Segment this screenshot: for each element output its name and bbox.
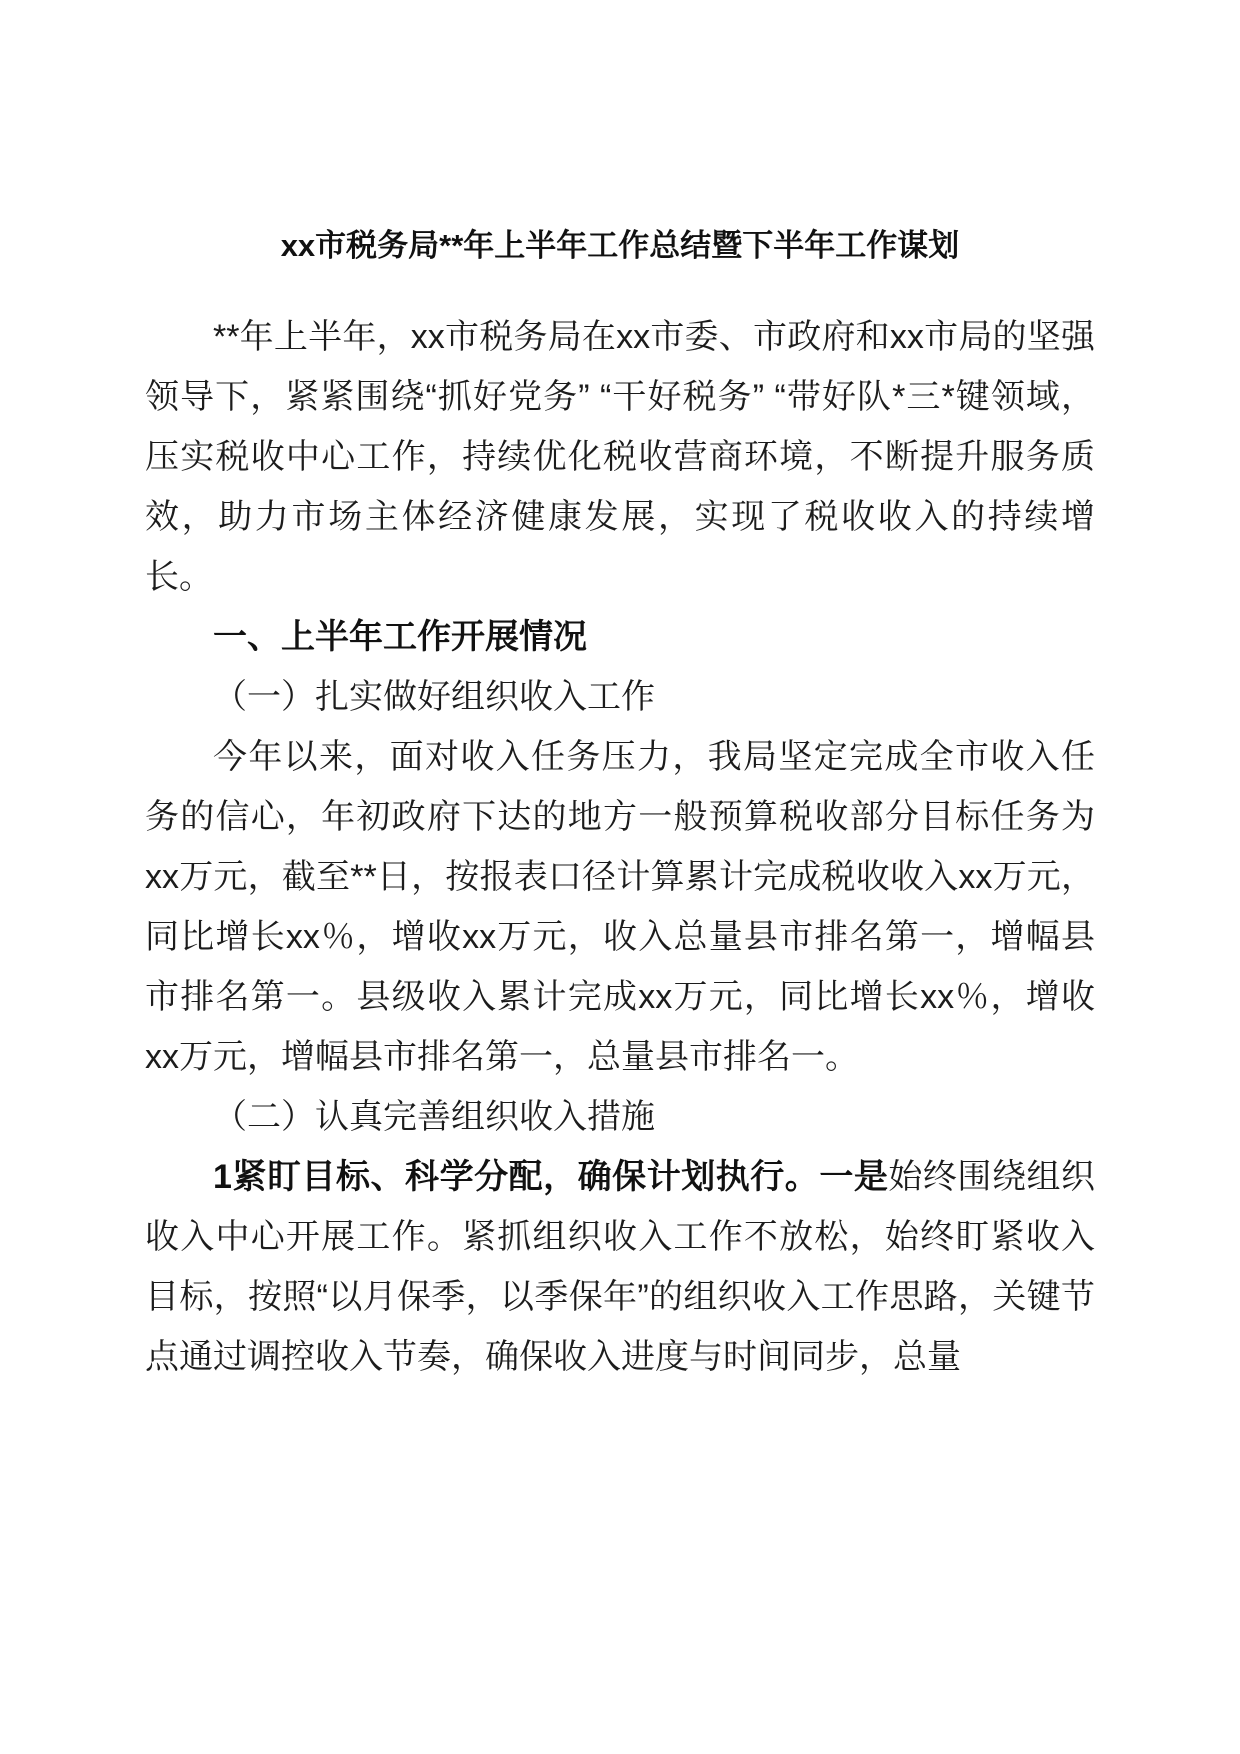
section-1-sub-2-heading: （二）认真完善组织收入措施	[213, 1098, 655, 1136]
section-1-sub-1-heading: （一）扎实做好组织收入工作	[213, 678, 655, 716]
section-1-sub-2-body: 始终围绕组织收入中心开展工作。紧抓组织收入工作不放松，始终盯紧收入目标，按照“以月保季，以季保年”的组织收入工作思路，关键节点通过调控收入节奏，确保收入进度与时间同步，总量	[145, 1158, 1095, 1376]
section-1-sub-1-body: 今年以来，面对收入任务压力，我局坚定完成全市收入任务的信心，年初政府下达的地方一般预算税收部分目标任务为xx万元，截至**日，按报表口径计算累计完成税收收入xx万元，同比增长xx％，增收xx万元，收入总量县市排名第一，增幅县市排名第一。县级收入累计完成xx万元，同比增长xx％，增收xx万元，增幅县市排名第一，总量县市排名一。	[145, 738, 1095, 1076]
document-title: xx市税务局**年上半年工作总结暨下半年工作谋划	[280, 228, 960, 263]
section-1-sub-2-bold-lead: 1紧盯目标、科学分配，确保计划执行。一是	[213, 1158, 889, 1196]
section-1-sub-2-paragraph	[145, 1147, 1095, 1387]
intro-paragraph: **年上半年，xx市税务局在xx市委、市政府和xx市局的坚强领导下，紧紧围绕“抓好党务” “干好税务” “带好队*三*键领域，压实税收中心工作，持续优化税收营商环境，不断提升服务质效，助力市场主体经济健康发展，实现了税收收入的持续增长。	[145, 318, 1095, 596]
section-1-heading: 一、上半年工作开展情况	[213, 618, 587, 656]
